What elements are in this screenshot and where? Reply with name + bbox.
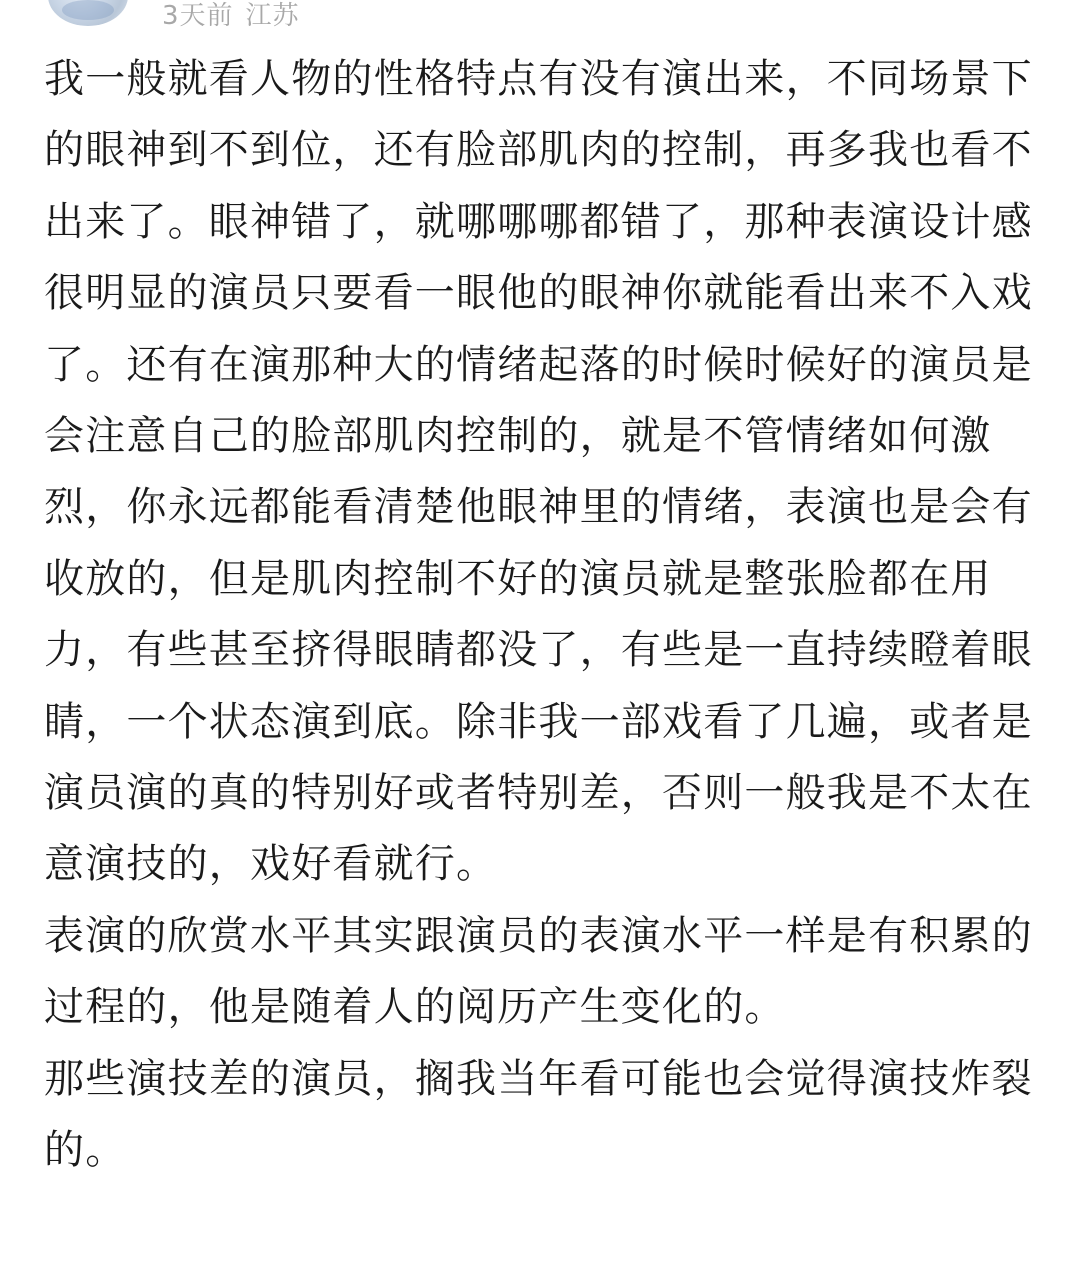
comment-meta bbox=[48, 0, 300, 31]
comment-paragraph-3: 那些演技差的演员，搁我当年看可能也会觉得演技炸裂的。 bbox=[44, 1055, 1033, 1174]
comment-paragraph-2: 表演的欣赏水平其实跟演员的表演水平一样是有积累的过程的，他是随着人的阅历产生变化的。 bbox=[44, 912, 1033, 1031]
comment-paragraph-1: 我一般就看人物的性格特点有没有演出来，不同场景下的眼神到不到位，还有脸部肌肉的控制，再多我也看不出来了。眼神错了，就哪哪哪都错了，那种表演设计感很明显的演员只要看一眼他的眼神你就能看出来不入戏了。还有在演那种大的情绪起落的时候时候好的演员是会注意自己的脸部肌肉控制的，就是不管情绪如何激烈，你永远都能看清楚他眼神里的情绪，表演也是会有收放的，但是肌肉控制不好的演员就是整张脸都在用力，有些甚至挤得眼睛都没了，有些是一直持续瞪着眼睛，一个状态演到底。除非我一部戏看了几遍，或者是演员演的真的特别好或者特别差，否则一般我是不太在意演技的，戏好看就行。 bbox=[44, 56, 1033, 888]
comment-body bbox=[44, 44, 1044, 1187]
avatar[interactable] bbox=[48, 0, 128, 26]
comment-time: 3天前 bbox=[162, 0, 234, 31]
comment-location: 江苏 bbox=[245, 0, 300, 31]
comment-meta-text bbox=[162, 0, 300, 32]
